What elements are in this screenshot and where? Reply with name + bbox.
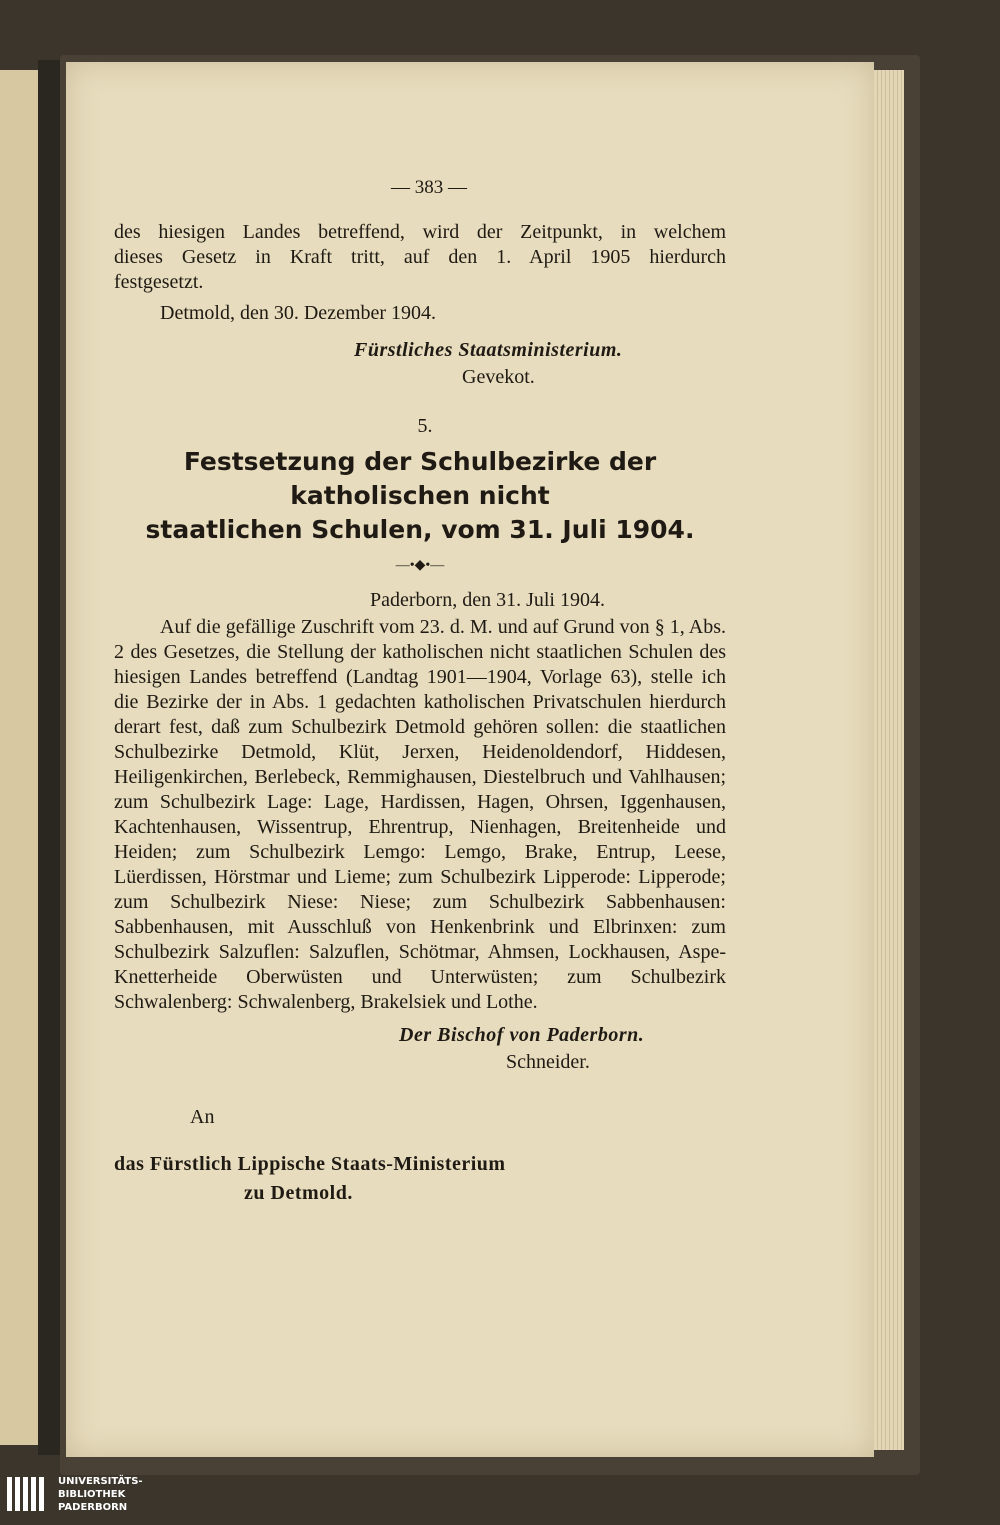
address-an: An <box>190 1106 215 1128</box>
logo-line-2: BIBLIOTHEK <box>58 1489 126 1500</box>
signature-name-gevekot: Gevekot. <box>462 366 535 388</box>
library-logo-text <box>58 1475 143 1514</box>
signature-title-staatsministerium: Fürstliches Staatsministerium. <box>354 339 623 361</box>
signature-name-schneider: Schneider. <box>506 1051 590 1073</box>
logo-line-1: UNIVERSITÄTS- <box>58 1476 143 1487</box>
library-logo-icon <box>5 1473 49 1517</box>
intro-line: festgesetzt. <box>114 271 204 293</box>
logo-line-3: PADERBORN <box>58 1502 128 1513</box>
intro-line: des hiesigen Landes betreffend, wird der Zeitpunkt, in welchem <box>114 221 726 243</box>
library-logo <box>0 1470 200 1525</box>
page-edges <box>874 70 904 1450</box>
page-number: — 383 — <box>391 177 467 198</box>
section-number: 5. <box>417 415 433 437</box>
section-title-line-1: Festsetzung der Schulbezirke der katholischen nicht <box>183 447 657 510</box>
left-page-edge <box>0 70 41 1445</box>
address-line-1: das Fürstlich Lippische Staats-Ministerium <box>114 1153 506 1175</box>
intro-line: dieses Gesetz in Kraft tritt, auf den 1. April 1905 hierdurch <box>114 246 726 268</box>
page-text <box>114 175 726 1206</box>
intro-paragraph <box>114 220 726 295</box>
body-paragraph: Auf die gefällige Zuschrift vom 23. d. M. und auf Grund von § 1, Abs. 2 des Gesetzes, die Stellung der katholischen nicht staatlichen Schulen des hiesigen Landes betreffend (Landtag 1901—1904, Vorlage 63), stelle ich die Bezirke der in Abs. 1 gedachten katholischen Privatschulen hierdurch derart fest, daß zum Schulbezirk Detmold gehören sollen: die staatlichen Schulbezirke Detmold, Klüt, Jerxen, Heidenoldendorf, Hiddesen, Heiligenkirchen, Berlebeck, Remmighausen, Diestelbruch und Vahlhausen; zum Schulbezirk Lage: Lage, Hardissen, Hagen, Ohrsen, Iggenhausen, Kachtenhausen, Wissentrup, Ehrentrup, Nienhagen, Breitenheide und Heiden; zum Schulbezirk Lemgo: Lemgo, Brake, Entrup, Leese, Lüerdissen, Hörstmar und Lieme; zum Schulbezirk Lipperode: Lipperode; zum Schulbezirk Niese: Niese; zum Schulbezirk Sabbenhausen: Sabbenhausen, mit Ausschluß von Henkenbrink und Elbrinxen: zum Schulbezirk Salzuflen: Salzuflen, Schötmar, Ahmsen, Lockhausen, Aspe-Knetterheide Oberwüsten und Unterwüsten; zum Schulbezirk Schwalenberg: Schwalenberg, Brakelsiek und Lothe. <box>114 616 726 1013</box>
dateline-paderborn: Paderborn, den 31. Juli 1904. <box>370 589 605 611</box>
section-title-line-2: staatlichen Schulen, vom 31. Juli 1904. <box>145 515 695 544</box>
address-line-2: zu Detmold. <box>244 1182 353 1204</box>
ornament-divider: —•◆•— <box>395 558 445 573</box>
signature-title-bischof: Der Bischof von Paderborn. <box>399 1024 645 1046</box>
dateline-detmold: Detmold, den 30. Dezember 1904. <box>160 302 437 324</box>
